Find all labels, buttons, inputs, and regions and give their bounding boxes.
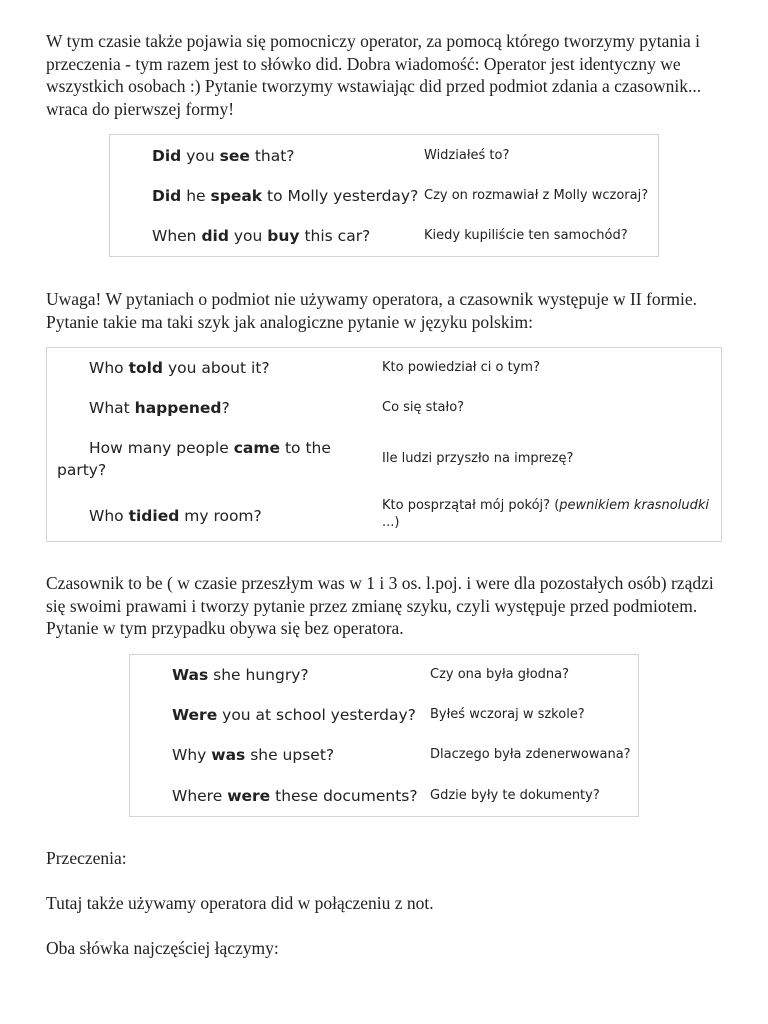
emphasized-verb: buy	[267, 227, 300, 245]
polish-translation: Widziałeś to?	[424, 148, 510, 163]
english-sentence	[172, 785, 418, 807]
text-run: you at school yesterday?	[217, 706, 416, 724]
english-sentence	[152, 145, 295, 167]
intro-paragraph: W tym czasie także pojawia się pomocniczy operator, za pomocą którego tworzymy pytania i przeczenia - tym razem jest to słówko did. Dobra wiadomość: Operator jest identyczny we wszystkich osobach :) Pytanie tworzymy wstawiając did przed podmiot zdania a czasownik... wraca do pierwszej formy!	[46, 31, 702, 119]
text-run: ...)	[382, 515, 400, 530]
english-sentence	[89, 505, 262, 527]
text-run: When	[152, 227, 202, 245]
emphasized-verb: Were	[172, 706, 218, 724]
to-be-paragraph: Czasownik to be ( w czasie przeszłym was w 1 i 3 os. l.poj. i were dla pozostałych osób) rządzi się swoimi prawami i tworzy pytanie przez zmianę szyku, czyli występuje przed podmiotem. Pytanie w tym przypadku obywa się bez operatora.	[46, 573, 714, 638]
polish-translation	[382, 497, 716, 531]
example-table-subject-questions	[46, 347, 722, 542]
text-run: Who	[89, 359, 129, 377]
example-table-did-questions	[109, 134, 659, 257]
english-sentence	[57, 437, 337, 481]
polish-translation	[382, 450, 573, 467]
english-sentence	[152, 225, 370, 247]
polish-translation: Gdzie były te dokumenty?	[430, 788, 600, 803]
emphasized-verb: were	[227, 787, 271, 805]
text-run: she upset?	[245, 746, 335, 764]
emphasized-verb: Did	[152, 187, 182, 205]
english-sentence	[172, 744, 334, 766]
polish-translation: Czy ona była głodna?	[430, 667, 570, 682]
text-run: that?	[249, 147, 295, 165]
text-run: Where	[172, 787, 228, 805]
example-table-to-be-questions	[129, 654, 639, 817]
text-run: this car?	[299, 227, 371, 245]
table-row	[110, 145, 658, 167]
polish-translation: Kiedy kupiliście ten samochód?	[424, 228, 628, 243]
emphasized-verb: did	[201, 227, 229, 245]
emphasized-verb: speak	[210, 187, 263, 205]
english-sentence	[89, 397, 230, 419]
przeczenia-heading: Przeczenia:	[46, 848, 127, 868]
text-run: What	[89, 399, 135, 417]
operator-note-paragraph: Tutaj także używamy operatora did w połączeniu z not.	[46, 893, 434, 913]
emphasized-verb: Was	[172, 666, 209, 684]
polish-translation: Czy on rozmawiał z Molly wczoraj?	[424, 188, 649, 203]
emphasized-verb: came	[233, 439, 281, 457]
text-run: ?	[221, 399, 230, 417]
combine-note-paragraph: Oba słówka najczęściej łączymy:	[46, 938, 279, 958]
text-run: Kto powiedział ci o tym?	[382, 360, 540, 375]
emphasized-verb: see	[219, 147, 250, 165]
text-run: Kto posprzątał mój pokój? (	[382, 498, 560, 513]
text-run: Ile ludzi przyszło na imprezę?	[382, 451, 574, 466]
english-sentence	[152, 185, 418, 207]
polish-translation	[382, 399, 464, 416]
emphasized-verb: Did	[152, 147, 182, 165]
text-run: my room?	[179, 507, 262, 525]
text-run: you	[228, 227, 268, 245]
emphasized-verb: was	[211, 746, 246, 764]
english-sentence	[89, 357, 270, 379]
polish-translation: Dlaczego była zdenerwowana?	[430, 747, 631, 762]
emphasized-verb: told	[128, 359, 164, 377]
text-run: these documents?	[270, 787, 418, 805]
text-run: Co się stało?	[382, 400, 465, 415]
english-sentence	[172, 664, 309, 686]
english-sentence	[172, 704, 416, 726]
text-run: you	[181, 147, 220, 165]
emphasized-verb: happened	[134, 399, 222, 417]
text-run: to Molly yesterday?	[262, 187, 419, 205]
text-run: to the party?	[57, 439, 331, 479]
table-row	[110, 225, 658, 247]
uwaga-paragraph: Uwaga! W pytaniach o podmiot nie używamy operatora, a czasownik występuje w II formie. Pytanie takie ma taki szyk jak analogiczne pytanie w języku polskim:	[46, 289, 698, 332]
text-run: Who	[89, 507, 129, 525]
text-run: How many people	[89, 439, 234, 457]
table-row	[110, 185, 658, 207]
text-run: she hungry?	[208, 666, 309, 684]
emphasized-verb: tidied	[128, 507, 180, 525]
polish-translation	[382, 359, 540, 376]
italic-aside: pewnikiem krasnoludki	[559, 498, 709, 513]
text-run: Why	[172, 746, 212, 764]
polish-translation: Byłeś wczoraj w szkole?	[430, 707, 585, 722]
text-run: he	[181, 187, 211, 205]
text-run: you about it?	[163, 359, 270, 377]
